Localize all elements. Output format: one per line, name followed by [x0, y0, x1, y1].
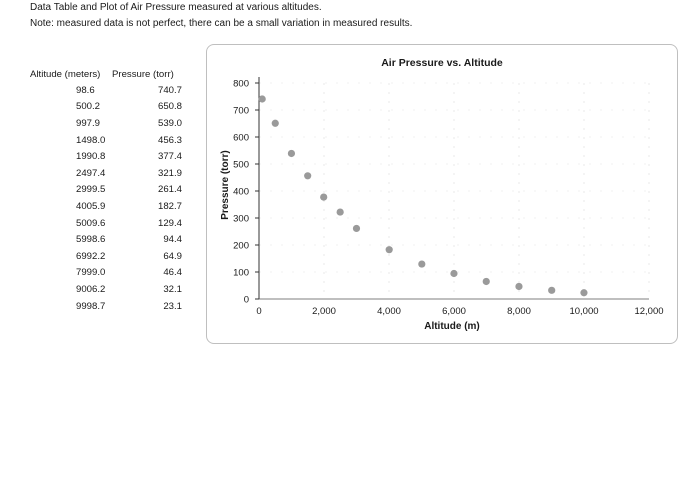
table-row — [30, 99, 182, 116]
data-point — [515, 283, 522, 290]
cell-pressure: 32.1 — [163, 283, 182, 295]
data-point — [304, 172, 311, 179]
cell-altitude: 6992.2 — [76, 250, 106, 262]
y-tick-label: 100 — [233, 267, 249, 279]
cell-pressure: 377.4 — [157, 151, 182, 163]
table-row — [30, 132, 182, 149]
cell-altitude: 997.9 — [76, 117, 101, 129]
scatter-chart — [207, 45, 677, 343]
table-row — [30, 215, 182, 232]
cell-pressure: 23.1 — [163, 300, 182, 312]
decorative-gridlines — [259, 83, 649, 299]
y-tick-label: 600 — [233, 132, 249, 144]
cell-altitude: 1990.8 — [76, 151, 106, 163]
cell-pressure: 456.3 — [157, 134, 182, 146]
table-row — [30, 182, 182, 199]
cell-altitude: 4005.9 — [76, 200, 106, 212]
x-tick-label: 12,000 — [634, 306, 664, 317]
table-body — [30, 82, 182, 314]
caption-title: Data Table and Plot of Air Pressure measured at various altitudes. — [30, 2, 322, 13]
cell-altitude: 2999.5 — [76, 184, 106, 196]
cell-pressure: 94.4 — [163, 234, 182, 246]
data-table — [30, 66, 182, 314]
cell-altitude: 7999.0 — [76, 267, 106, 279]
y-tick-label: 400 — [233, 186, 249, 198]
x-tick-label: 8,000 — [507, 306, 531, 317]
x-tick-label: 10,000 — [569, 306, 599, 317]
x-tick-labels — [256, 306, 663, 317]
cell-altitude: 5009.6 — [76, 217, 106, 229]
cell-altitude: 98.6 — [76, 84, 95, 96]
cell-pressure: 182.7 — [157, 200, 182, 212]
y-tick-label: 800 — [233, 78, 249, 90]
axes — [255, 77, 649, 299]
data-point — [272, 120, 279, 127]
cell-pressure: 650.8 — [157, 101, 182, 113]
y-tick-label: 0 — [243, 294, 249, 306]
table-row — [30, 231, 182, 248]
cell-altitude: 9006.2 — [76, 283, 106, 295]
data-point — [353, 225, 360, 232]
x-tick-label: 0 — [256, 306, 262, 317]
y-tick-label: 300 — [233, 213, 249, 225]
y-tick-label: 500 — [233, 159, 249, 171]
data-point — [337, 208, 344, 215]
y-axis-label: Pressure (torr) — [220, 150, 231, 220]
cell-pressure: 261.4 — [157, 184, 182, 196]
caption-note: Note: measured data is not perfect, there can be a small variation in measured results. — [30, 18, 413, 29]
x-tick-label: 4,000 — [377, 306, 401, 317]
cell-pressure: 321.9 — [157, 167, 182, 179]
y-tick-label: 200 — [233, 240, 249, 252]
table-header-pressure: Pressure (torr) — [112, 68, 174, 80]
data-point — [483, 278, 490, 285]
table-header — [30, 66, 182, 82]
cell-altitude: 2497.4 — [76, 167, 106, 179]
data-points — [259, 95, 588, 296]
chart-panel — [206, 44, 678, 344]
y-tick-labels — [233, 79, 249, 306]
table-row — [30, 115, 182, 132]
data-point — [580, 289, 587, 296]
data-point — [288, 150, 295, 157]
data-point — [450, 270, 457, 277]
data-point — [548, 287, 555, 294]
table-row — [30, 298, 182, 315]
chart-title: Air Pressure vs. Altitude — [381, 57, 503, 69]
table-row — [30, 281, 182, 298]
table-row — [30, 198, 182, 215]
table-row — [30, 82, 182, 99]
cell-pressure: 46.4 — [163, 267, 182, 279]
cell-pressure: 129.4 — [157, 217, 182, 229]
data-point — [386, 246, 393, 253]
cell-pressure: 64.9 — [163, 250, 182, 262]
x-tick-label: 6,000 — [442, 306, 466, 317]
cell-altitude: 500.2 — [76, 101, 101, 113]
table-row — [30, 248, 182, 265]
cell-altitude: 5998.6 — [76, 234, 106, 246]
table-header-altitude: Altitude (meters) — [30, 68, 101, 80]
cell-pressure: 740.7 — [157, 84, 182, 96]
data-point — [259, 95, 266, 102]
cell-altitude: 9998.7 — [76, 300, 106, 312]
data-point — [320, 194, 327, 201]
cell-pressure: 539.0 — [157, 117, 182, 129]
table-row — [30, 148, 182, 165]
table-row — [30, 265, 182, 282]
y-tick-label: 700 — [233, 105, 249, 117]
x-axis-label: Altitude (m) — [424, 321, 480, 332]
table-row — [30, 165, 182, 182]
data-point — [418, 260, 425, 267]
x-tick-label: 2,000 — [312, 306, 336, 317]
cell-altitude: 1498.0 — [76, 134, 106, 146]
